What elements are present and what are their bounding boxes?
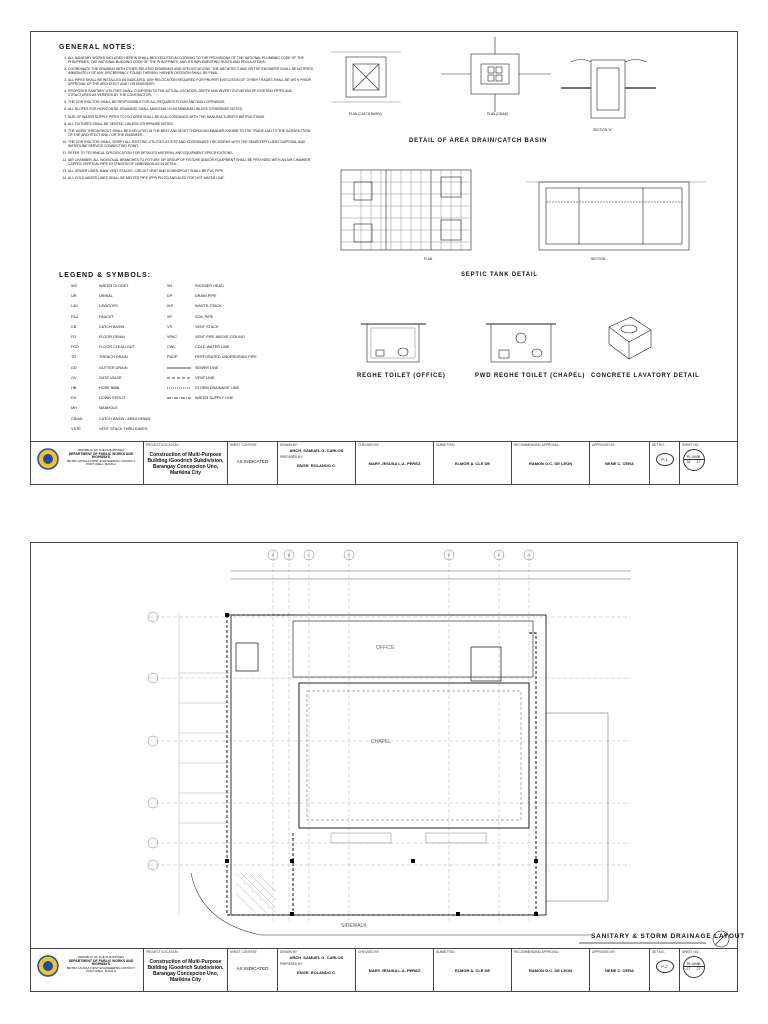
recommending-cell: RECOMMENDING APPROVAL: RAMON O.C. DE LEON [511,442,589,484]
legend-item: GD GUTTER DRAIN [71,365,128,370]
legend-line-item: VENT LINE [195,375,215,380]
legend-item: MH MANHOLE [71,406,118,411]
septic-tank-section [539,182,689,250]
submitted-cell: SUBMITTED: ELMOR A. CLE DE [433,442,511,484]
grid-letter: A [271,552,275,558]
title-block-1 [31,441,737,484]
section-a-caption: SECTION "A" [593,128,613,132]
legend-line-item: STORM DRAINAGE LINE [195,386,240,390]
legend-item: FD FLOOR DRAIN [71,335,125,339]
pwd-toilet-caption: PWD REGHE TOILET (CHAPEL) [475,373,586,379]
general-note: 6. ALL SLOPES FOR HORIZONTAL DRAINAGE SHALL MAINTAIN 1% AS MINIMUM UNLESS OTHERWISE NOTED. [68,107,314,111]
agency-name: REPUBLIC OF THE PHILIPPINES DEPARTMENT OF PUBLIC WORKS AND HIGHWAYS METRO MANILA FIRST ENGINEERING DISTRICT PORT AREA, MANILA [66,955,136,974]
toilet-office-caption: REGHE TOILET (OFFICE) [357,373,446,379]
general-note: 1. ALL SANITARY WORKS INCLUDED HEREIN SHALL BE EXECUTED ACCORDING TO THE PROVISIONS OF THE NATIONAL PLUMBING CODE OF THE PHILIPPINES, THE NATIONAL BUILDING CODE OF THE PHILIPPINES, AND ITS IMPLEMENTING RULES AND REGULATIONS. [68,56,314,64]
grid-letter: G [527,552,531,558]
cb-ad-plan [471,54,519,94]
legend-item: DP DRAIN PIPE [167,294,217,299]
catch-basin-caption: DETAIL OF AREA DRAIN/CATCH BASIN [409,138,548,144]
general-note: 9. THE WORK THROUGHOUT SHALL BE EXECUTED IN THE BEST AND MOST THOROUGH MANNER KNOWN TO THE TRADE AND TO THE SATISFACTION OF THE ARCHITECT AND / OR THE ENGINEER. [68,129,314,137]
general-note: 3. ALL PIPES SHALL BE INSTALLED AS INDICATED. ANY RELOCATION REQUIRED FOR PROPER EXECUTION OF OTHER TRADES SHALL BE WITH PRIOR APPROVAL OF THE ARCHITECT AND / OR ENGINEER. [68,78,314,86]
legend-item: SH SHOWER HEAD [167,284,224,288]
legend-item: VS VENT STACK [167,324,219,329]
legend-item: CWL COLD WATER LINE [167,345,230,350]
general-note: 14. ALL COLD WATER LINES SHALL BE MELTED PIPE (PPR PN-20) AND ALSO FOR HOT WATER LINE. [68,176,314,180]
legend-item: SP SOIL PIPE [167,314,214,319]
lavatory-caption: CONCRETE LAVATORY DETAIL [591,373,700,379]
legend-item: FAU FAUCET [71,314,114,319]
project-cell: PROJECT/LOCATION: Construction of Multi-Purpose Building /Goodrich Subdivision, Barangay Concepcion Uno, Marikina City [143,442,227,484]
sheet-content-cell: SHEET CONTENT: AS INDICATED [227,442,277,484]
general-note: 7. SIZE OF WATER SUPPLY PIPES TO FIXTURES SHALL BE IN ACCORDANCE WITH THE MANUFACTURER'S INSTRUCTIONS. [68,115,314,119]
sheet-no-cell: SHEET NO.: PLUMB 26 27 [679,442,707,484]
room-label-office: OFFICE [376,645,395,651]
drawing-sheet-1 [30,31,738,485]
grid-letter: F [497,552,501,558]
general-note: 12. AIR CHAMBER: ALL INDIVIDUAL BRANCHES TO FIXTURE OR GROUP OF FIXTURE AND/OR EQUIPMENT SHALL BE PROVIDED WITH AN AIR CHAMBER CAPPED VERTICAL PIPE EXTENSION OF DIMENSION AS IN DETAIL. [68,158,314,166]
layout-title: SANITARY & STORM DRAINAGE LAYOUT [591,933,746,940]
plan-catch-basin-caption: PLAN (CATCH BASIN) [349,112,382,116]
drawing-sheet-2 [30,542,746,992]
legend-item: LAV LAVATORY [71,304,119,309]
dpwh-seal-icon [37,955,59,977]
grid-letter: D [347,552,351,558]
legend-item: CB CATCH BASIN [71,324,125,329]
legend-line-item: WATER SUPPLY LINE [195,396,234,401]
general-note: 5. THE CONTRACTOR SHALL BE RESPONSIBLE FOR ALL REQUIRED FLOOR AND WALL OPENINGS. [68,100,314,104]
legend-line-item: SEWER LINE [195,365,219,370]
legend-item: WC WATER CLOSET [71,284,129,288]
legend-item: HB HOSE BIBB [71,386,120,390]
title-block-2: REPUBLIC OF THE PHILIPPINES DEPARTMENT OF PUBLIC WORKS AND HIGHWAYS METRO MANILA FIRST ENGINEERING DISTRICT PORT AREA, MANILA PROJECT/LOCATION: Construction of Multi-Purpose Building /Goodrich Subdivision, Barangay Concepcion Uno, Marikina City SHEET CONTENT: AS INDICATED DRAWN BY: ARCH. SAMUEL G. CARLOS PREPARED BY: ENGR. ROLANDO C. CHECKED BY: MARY JESUSA L.A. PEREZ SUBMITTED: ELMOR A. CLE DE RECOMMENDING APPROVAL: RAMON O.C. DE LEON APPROVED BY: NENE C. CERA SET NO.: P-2 SHEET NO.: PLUMB 27 27 [31,948,737,991]
grid-letter: E [447,552,451,558]
legend-item: GV GATE VALVE [71,375,122,380]
drawn-by-cell: DRAWN BY: ARCH. SAMUEL G. CARLOS PREPARED BY: ENGR. ROLANDO C. [277,442,355,484]
agency-cell [31,442,143,484]
septic-caption: SEPTIC TANK DETAIL [461,272,538,278]
general-note: 10. THE CONTRACTOR SHALL VERIFY ALL EXISTING UTILITIES AT SITE AND COORDINATE THE WORKS WITH THE SEWER EFFLUENT DISPOSAL AND WATERLINE SERVICE CONNECTING POINT. [68,140,314,148]
legend-item: UR URINAL [71,294,113,299]
room-label-chapel: CHAPEL [371,739,392,745]
sheet1-details [31,32,737,442]
legend-item: CB/AD CATCH BASIN / AREA DRAIN [71,416,151,421]
grid-letter: B [287,552,291,558]
general-note: 2. COORDINATE THE DRAWING WITH OTHER RELATED DRAWINGS AND SPECIFICATIONS. THE ARCHITECT AND OR THE ENGINEER SHALL BE NOTIFIED IMMEDIATELY OF ANY DISCREPANCY FOUND THEREIN. HIS/HER DECISION SHALL BE FINAL. [68,67,314,75]
plan-cb-ad-caption: PLAN (CB/AD) [487,112,509,116]
project-name: Construction of Multi-Purpose Building /Goodrich Subdivision, Barangay Concepcion Uno, Marikina City [147,959,224,983]
grid-letter: C [307,552,311,558]
approved-cell: APPROVED BY: NENE C. CERA [589,442,649,484]
general-notes-title: GENERAL NOTES: [59,44,136,51]
checked-by-cell: CHECKED BY: MARY JESUSA L.A. PEREZ [355,442,433,484]
set-no-cell: SET NO.: P-1 [649,442,679,484]
project-name: Construction of Multi-Purpose Building /Goodrich Subdivision, Barangay Concepcion Uno, Marikina City [147,452,224,476]
general-note: 8. ALL FIXTURES SHALL BE VENTED, UNLESS OTHERWISE NOTED. [68,122,314,126]
general-note: 11. REFER TO TECHNICAL SPECIFICATION FOR DETAILED MATERIAL AND EQUIPMENT SPECIFICATIONS. [68,151,314,155]
floor-plan-drawing [31,543,737,953]
legend-item: WS WASTE STACK [167,304,222,309]
legend-item: TD TRENCH DRAIN [71,355,128,360]
legend-item: PUDP PERFORATED UNDERDRAIN PIPE [167,355,257,360]
sidewalk-label: SIDEWALK [341,923,367,929]
legend-item: VSTE VENT STACK THRU EAVES [71,426,148,431]
concrete-lavatory [609,317,651,342]
dpwh-seal-icon [37,448,59,470]
septic-section-caption: SECTION [591,257,606,261]
legend-item: VPAC VENT PIPE ABOVE CEILING [167,335,245,339]
septic-plan-caption: PLAN [424,257,433,261]
general-note: 4. PROPOSED SANITARY UTILITIES SHALL CONFORM TO THE ACTUAL LOCATION, DEPTH AND INVERT ELEVATION OF EXISTING PIPES AND STRUCTURES AS VERIFIED BY THE CONTRACTOR. [68,89,314,97]
agency-name: REPUBLIC OF THE PHILIPPINES DEPARTMENT OF PUBLIC WORKS AND HIGHWAYS METRO MANILA FIRST ENGINEERING DISTRICT PORT AREA, MANILA [66,448,136,467]
legend-item: FCO FLOOR CLEAN OUT [71,345,135,350]
general-note: 13. ALL SEWER LINES, MAIN VENT STACKS, CIRCUIT VENT AND DOWNSPOUT SHALL BE PVC PIPE. [68,169,314,173]
section-a [591,60,625,118]
legend-title: LEGEND & SYMBOLS: [59,272,152,279]
toilet-office-elevation [367,324,419,362]
legend-item: DS DOWN SPOUT [71,396,126,401]
